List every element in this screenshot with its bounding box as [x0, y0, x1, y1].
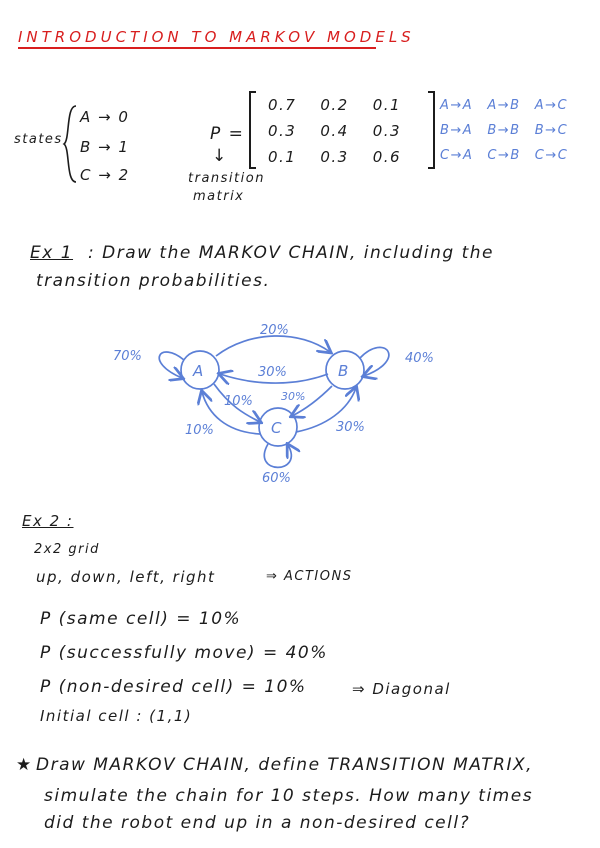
- ex2-grid: 2x2 grid: [34, 542, 100, 557]
- edge-label-cb: 30%: [336, 420, 365, 435]
- transition-label: B→C: [534, 123, 569, 138]
- task-line1: Draw MARKOV CHAIN, define TRANSITION MATRIX,: [36, 755, 534, 775]
- matrix-caption-1: transition: [188, 171, 265, 186]
- edge-label-aa: 70%: [113, 349, 142, 364]
- transition-label: A→A: [440, 98, 474, 113]
- edge-label-ba: 30%: [258, 365, 287, 380]
- transition-matrix: [256, 92, 413, 170]
- page-title: INTRODUCTION TO MARKOV MODELS: [18, 28, 415, 46]
- edge-label-ca: 10%: [185, 423, 214, 438]
- state-c-map: C → 2: [80, 166, 130, 184]
- matrix-cell: 0.1: [268, 148, 297, 166]
- matrix-row: [256, 118, 413, 144]
- ex2-actions: up, down, left, right: [36, 568, 216, 586]
- matrix-cell: 0.2: [320, 96, 349, 114]
- edge-label-ac: 10%: [224, 394, 253, 409]
- ex2-diagonal: ⇒ Diagonal: [352, 680, 451, 698]
- task-line2: simulate the chain for 10 steps. How many times: [44, 786, 534, 806]
- title-underline: [18, 47, 376, 49]
- ex2-heading: Ex 2 :: [22, 512, 74, 530]
- matrix-cell: 0.4: [320, 122, 349, 140]
- state-a-map: A → 0: [80, 108, 130, 126]
- ex1-line1: : Draw the MARKOV CHAIN, including the: [88, 243, 494, 263]
- states-brace: [62, 104, 80, 184]
- edge-label-cc: 60%: [262, 471, 291, 486]
- ex1-heading: Ex 1: [30, 243, 74, 263]
- transition-row: [434, 119, 574, 142]
- matrix-arrow: ↓: [212, 146, 228, 166]
- transition-labels: [432, 92, 576, 169]
- node-c-label: C: [271, 419, 282, 437]
- edge-c-c: [264, 444, 291, 467]
- edge-label-bb: 40%: [405, 351, 434, 366]
- matrix-cell: 0.3: [372, 122, 402, 140]
- matrix-cell: 0.6: [372, 148, 402, 166]
- node-a-label: A: [193, 362, 204, 380]
- edge-a-a: [159, 352, 184, 378]
- ex2-p-move: P (successfully move) = 40%: [40, 643, 328, 663]
- matrix-row: [256, 144, 413, 170]
- transition-label: C→A: [440, 148, 474, 163]
- matrix-symbol: P =: [210, 124, 245, 144]
- task-line3: did the robot end up in a non-desired cell?: [44, 813, 471, 833]
- transition-label: B→A: [440, 123, 474, 138]
- transition-label: A→C: [534, 98, 569, 113]
- edge-a-b: [216, 336, 330, 356]
- states-label: states: [14, 132, 63, 147]
- matrix-cell: 0.3: [268, 122, 297, 140]
- transition-label: C→B: [487, 148, 521, 163]
- markov-chain-diagram: [100, 310, 480, 495]
- transition-label: B→B: [487, 123, 521, 138]
- node-b-label: B: [338, 362, 349, 380]
- edge-label-bc: 30%: [281, 390, 306, 403]
- matrix-cell: 0.3: [320, 148, 349, 166]
- transition-row: [434, 94, 574, 117]
- ex2-p-nondesired: P (non-desired cell) = 10%: [40, 677, 307, 697]
- matrix-row: [256, 92, 413, 118]
- ex2-actions-label: ⇒ ACTIONS: [266, 569, 353, 584]
- matrix-cell: 0.7: [268, 96, 297, 114]
- star-icon: ★: [16, 755, 32, 775]
- matrix-cell: 0.1: [372, 96, 402, 114]
- ex1-line2: transition probabilities.: [36, 271, 271, 291]
- state-b-map: B → 1: [80, 138, 130, 156]
- transition-row: [434, 144, 574, 167]
- transition-label: A→B: [487, 98, 521, 113]
- transition-label: C→C: [534, 148, 569, 163]
- ex2-p-same: P (same cell) = 10%: [40, 609, 242, 629]
- ex2-initial: Initial cell : (1,1): [40, 707, 193, 725]
- edge-label-ab: 20%: [260, 323, 289, 338]
- matrix-caption-2: matrix: [193, 189, 245, 204]
